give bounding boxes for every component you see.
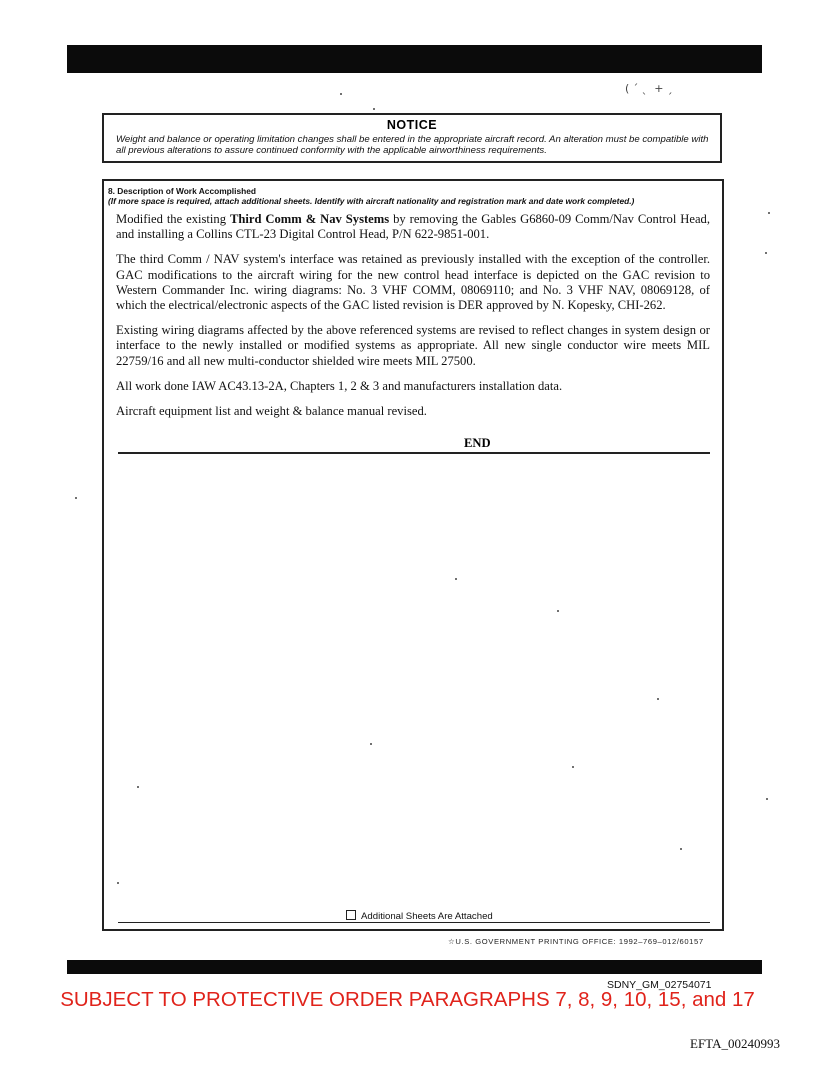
scan-top-bar	[67, 45, 762, 73]
work-paragraph-1-bold: Third Comm & Nav Systems	[229, 212, 390, 226]
scan-speck	[455, 578, 457, 580]
work-paragraph-2: The third Comm / NAV system's interface was retained as previously installed with the exception of the controller. GAC modifications to the aircraft wiring for the new control head interface is depicted on the GAC revision to Western Commander Inc. wiring diagrams: No. 3 VHF COMM, 08069110; and No. 3 VHF NAV, 08069128, of which the electrical/electronic aspects of the GAC listed revision is DER approved by N. Kopesky, CHI-262.	[116, 252, 710, 313]
scan-speck	[117, 882, 119, 884]
scan-speck	[768, 212, 770, 214]
scan-speck	[572, 766, 574, 768]
notice-text: Weight and balance or operating limitation changes shall be entered in the appropriate aircraft record. An alteration must be compatible with all previous alterations to assure continued conformity with the applicable airworthiness requirements.	[116, 134, 709, 156]
work-paragraph-4: All work done IAW AC43.13-2A, Chapters 1, 2 & 3 and manufacturers installation data.	[116, 378, 563, 393]
scan-speck	[765, 252, 767, 254]
work-header	[104, 181, 722, 206]
efta-number: EFTA_00240993	[690, 1036, 780, 1051]
work-paragraph-5: Aircraft equipment list and weight & balance manual revised.	[116, 404, 427, 419]
scan-speck	[557, 610, 559, 612]
additional-sheets-checkbox[interactable]	[346, 910, 356, 920]
scan-speck	[137, 786, 139, 788]
end-rule	[118, 452, 710, 454]
scan-speck	[75, 497, 77, 499]
work-paragraph-1-end: by removing the Gables G6860-09 Comm/Nav Control Head, and installing a Collins CTL-23 Digital Control Head, P/N 622-9851-001.	[116, 212, 710, 242]
protective-order-notice: SUBJECT TO PROTECTIVE ORDER PARAGRAPHS 7, 8, 9, 10, 15, and 17	[60, 988, 755, 1011]
bates-number: SDNY_GM_02754071	[607, 979, 712, 991]
notice-box	[102, 113, 722, 163]
end-label: END	[464, 436, 491, 450]
scan-speck	[680, 848, 682, 850]
scan-speck	[370, 743, 372, 745]
scan-bottom-bar	[67, 960, 762, 974]
scan-speck	[373, 108, 375, 110]
scan-speck	[766, 798, 768, 800]
scan-speck	[340, 93, 342, 95]
additional-sheets-label: Additional Sheets Are Attached	[361, 911, 493, 922]
work-paragraph-3: Existing wiring diagrams affected by the above referenced systems are revised to reflect changes in system design or interface to the newly installed or modified systems as appropriate. All new single conductor wire meets MIL 22759/16 and all new multi-conductor shielded wire meets MIL 27500.	[116, 323, 710, 368]
work-paragraph-1-start: Modified the existing	[116, 212, 230, 226]
printing-office-line: ☆U.S. GOVERNMENT PRINTING OFFICE: 1992–769–012/60157	[448, 937, 704, 946]
work-header-label: 8. Description of Work Accomplished	[108, 186, 256, 196]
work-body	[104, 206, 722, 419]
notice-title: NOTICE	[386, 118, 438, 132]
attach-rule	[118, 922, 710, 923]
scan-marks: ( ˊ ˎ + ˏ	[625, 82, 673, 95]
additional-sheets	[346, 910, 493, 922]
work-header-note: (If more space is required, attach additional sheets. Identify with aircraft nationality and registration mark and date work completed.)	[108, 196, 635, 206]
work-paragraph-1	[116, 212, 710, 242]
scan-speck	[657, 698, 659, 700]
work-description-box	[102, 179, 724, 931]
